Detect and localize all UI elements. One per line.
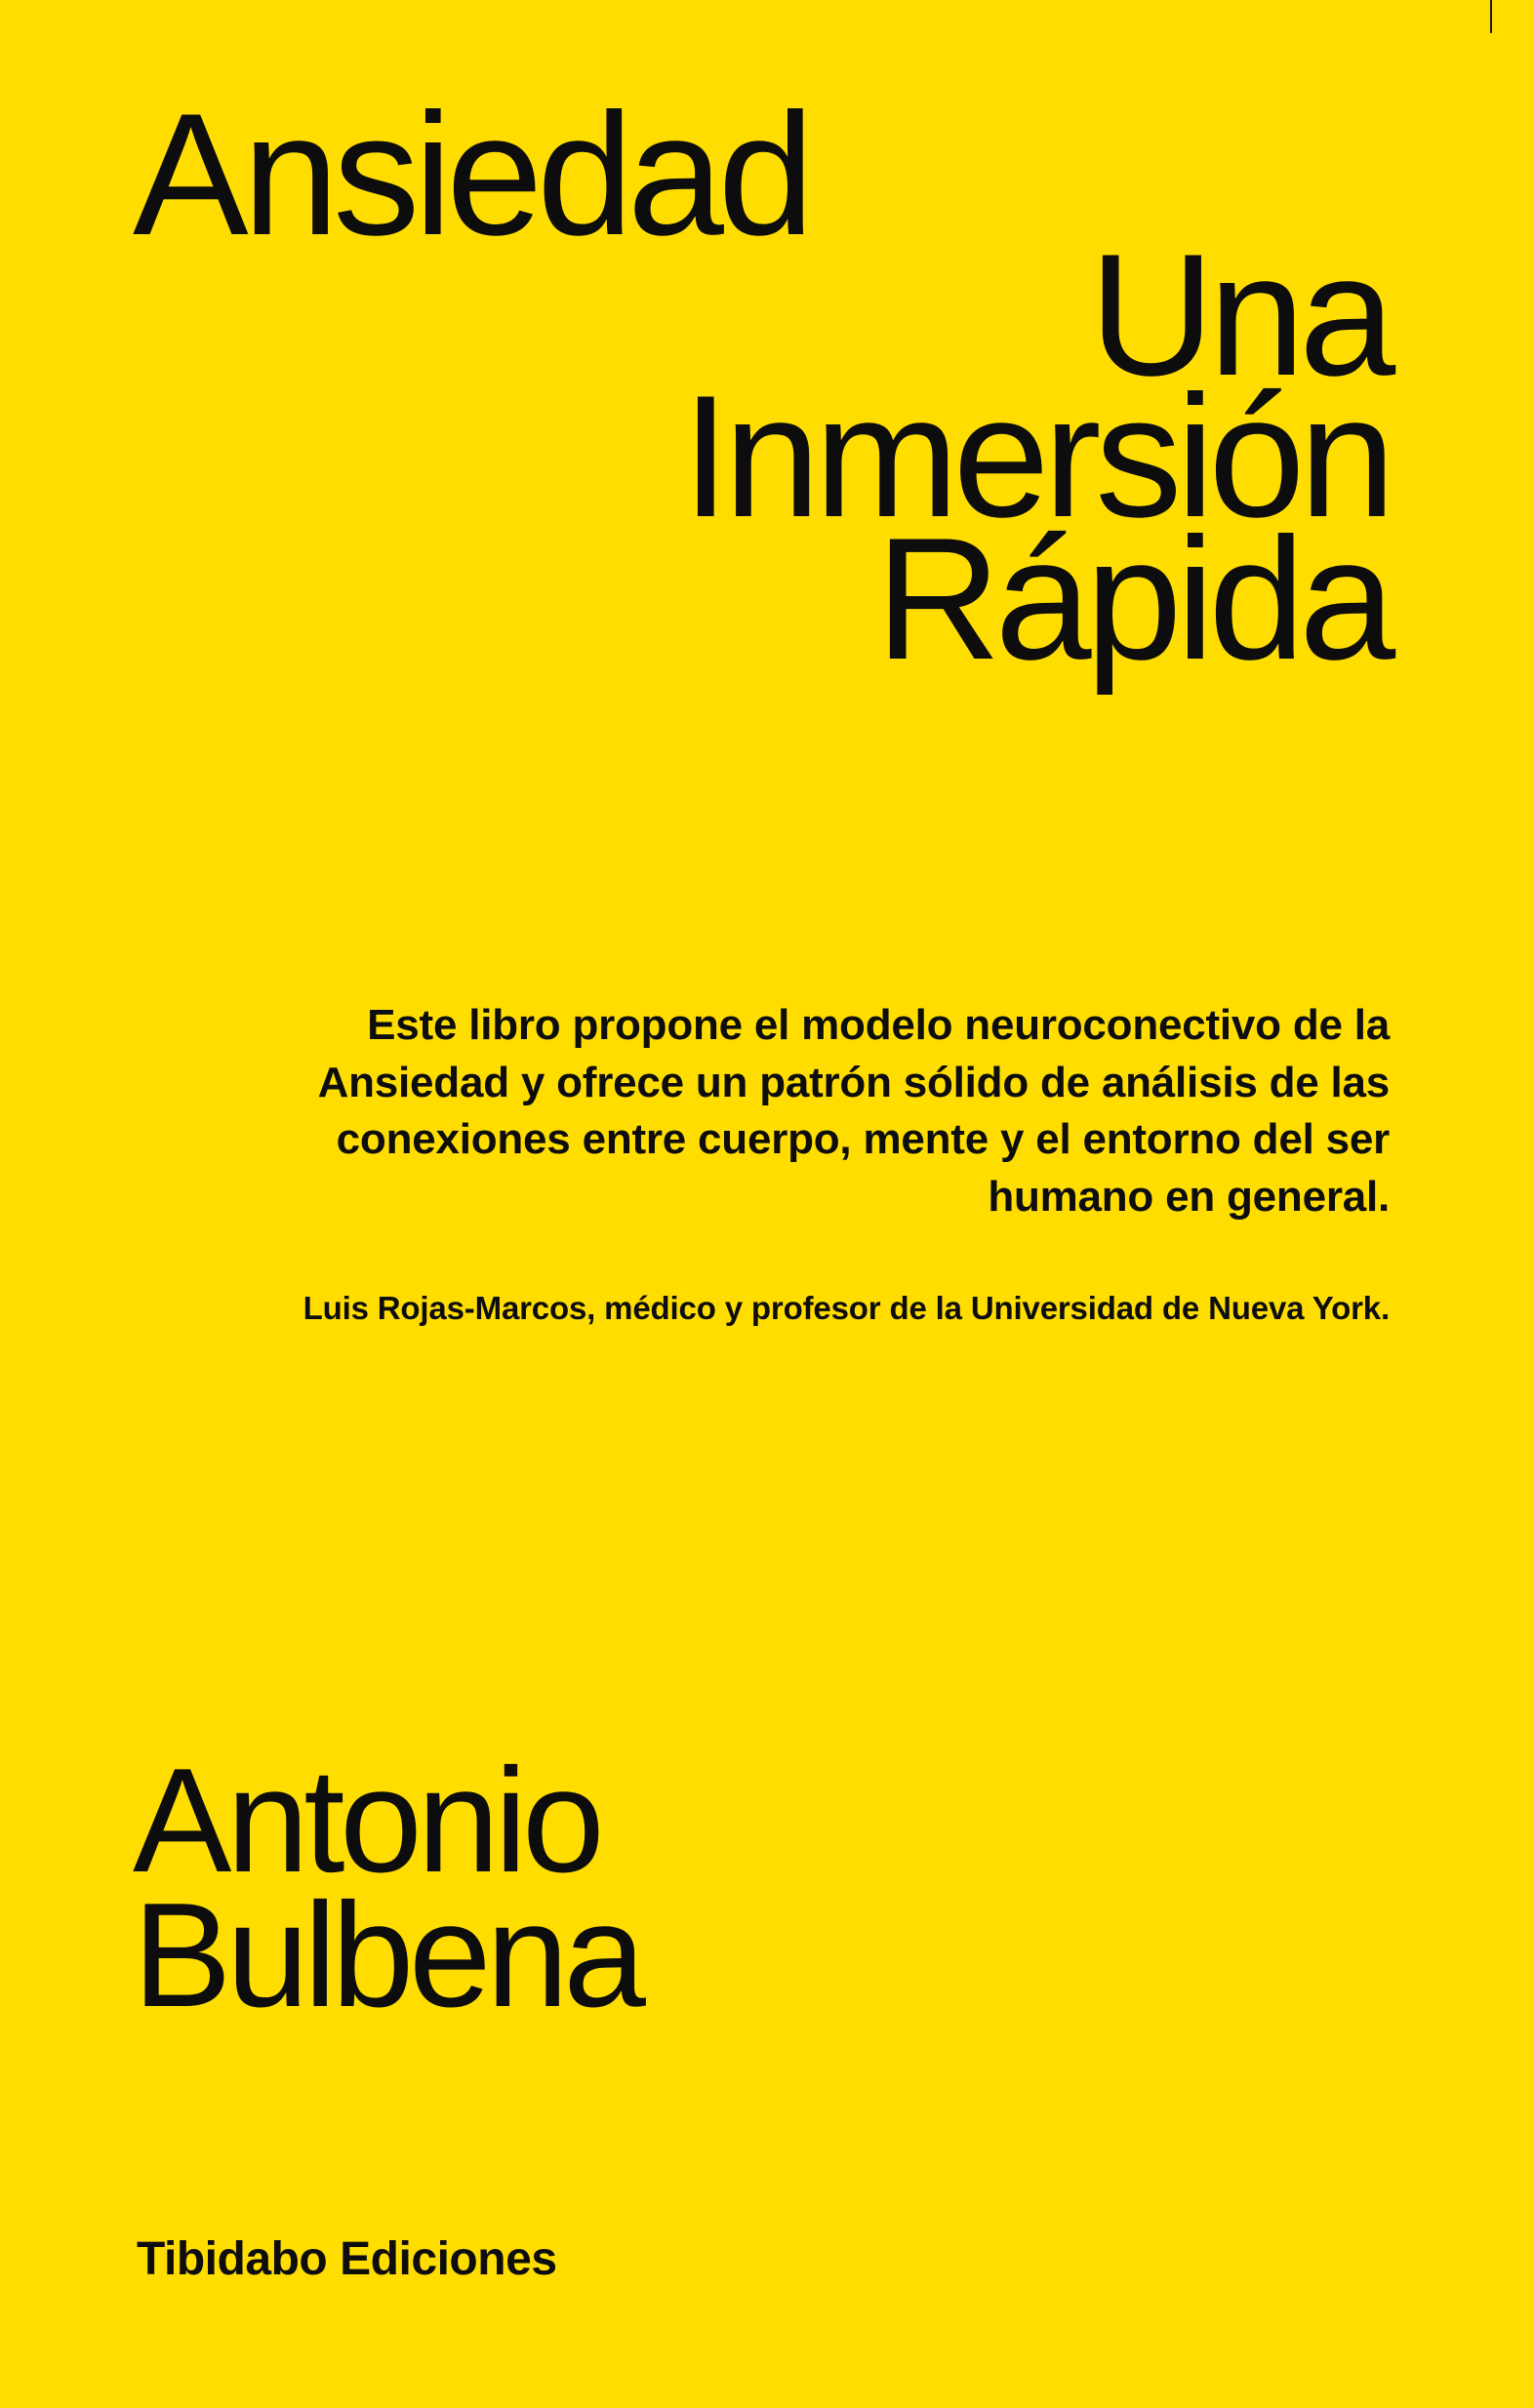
author-name <box>133 1738 641 2038</box>
title-line-4: Rápida <box>875 501 1390 696</box>
title-line-2: Una <box>1089 217 1390 412</box>
title-line-1: Ansiedad <box>133 77 809 271</box>
crop-mark <box>1490 0 1492 33</box>
author-last-name: Bulbena <box>133 1872 641 2038</box>
blurb-attribution: Luis Rojas-Marcos, médico y profesor de la Universidad de Nueva York. <box>303 1290 1390 1326</box>
title-line-3: Inmersión <box>681 359 1390 554</box>
publisher-name: Tibidabo Ediciones <box>137 2233 557 2285</box>
cover-blurb: Este libro propone el modelo neuroconectivo de la Ansiedad y ofrece un patrón sólido de análisis de las conexiones entre cuerpo, mente y el entorno del ser humano en general. <box>317 1001 1390 1221</box>
book-title <box>0 77 1534 696</box>
author-first-name: Antonio <box>133 1738 600 1904</box>
